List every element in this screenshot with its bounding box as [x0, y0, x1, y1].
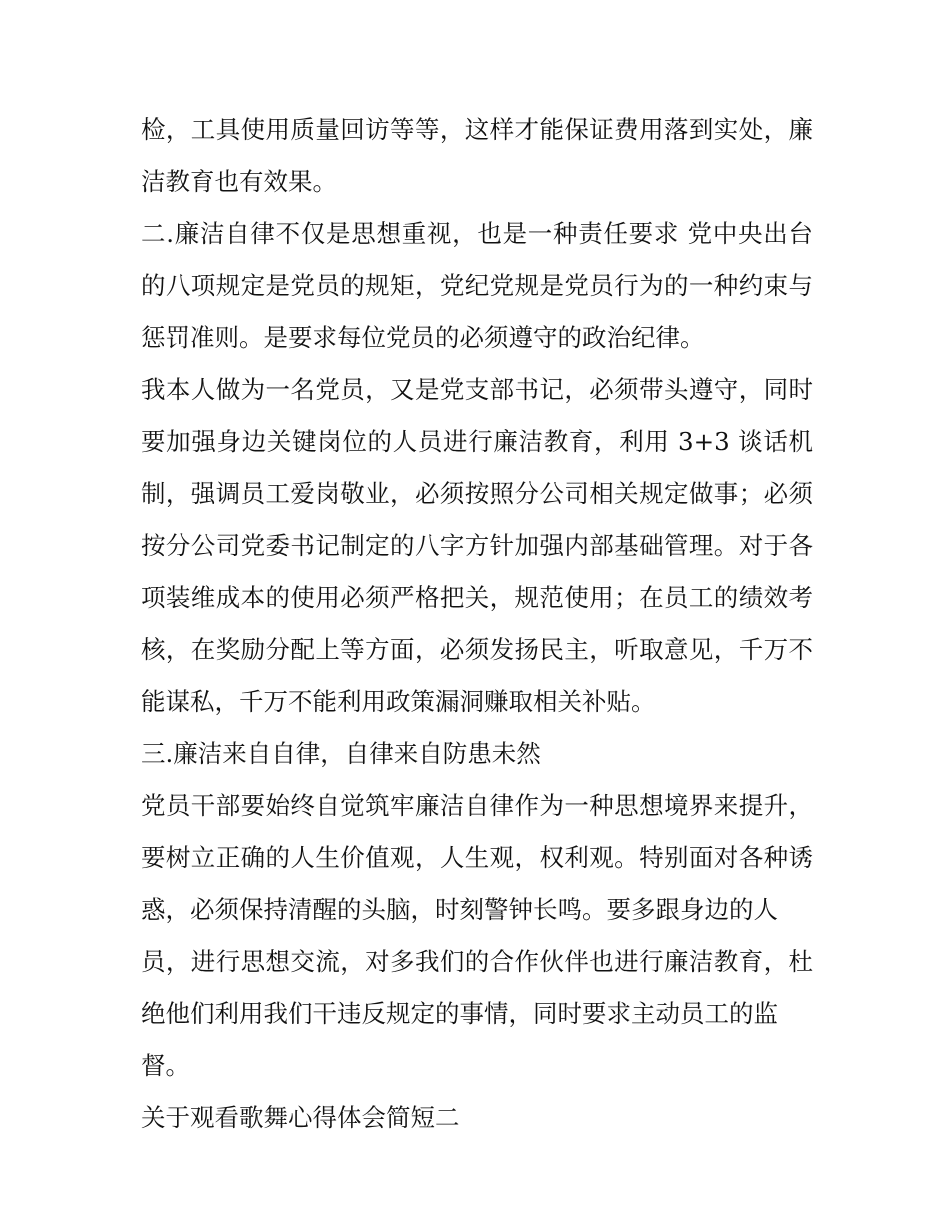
text-line: 制，强调员工爱岗敬业，必须按照分公司相关规定做事；必须 [141, 479, 813, 508]
text-line: 核，在奖励分配上等方面，必须发扬民主，听取意见，千万不 [141, 635, 813, 664]
text-line: 惩罚准则。是要求每位党员的必须遵守的政治纪律。 [141, 323, 705, 352]
text-line: 要加强身边关键岗位的人员进行廉洁教育，利用 3+3 谈话机 [141, 427, 813, 456]
text-line: 按分公司党委书记制定的八字方针加强内部基础管理。对于各 [141, 531, 813, 560]
next-article-title: 关于观看歌舞心得体会简短二 [141, 1103, 460, 1132]
text-line: 绝他们利用我们干违反规定的事情，同时要求主动员工的监 [141, 999, 778, 1028]
text-line: 党员干部要始终自觉筑牢廉洁自律作为一种思想境界来提升， [141, 791, 813, 820]
text-line: 检，工具使用质量回访等等，这样才能保证费用落到实处，廉 [141, 115, 813, 144]
text-line: 的八项规定是党员的规矩，党纪党规是党员行为的一种约束与 [141, 271, 813, 300]
text-line: 洁教育也有效果。 [141, 167, 337, 196]
text-line: 要树立正确的人生价值观，人生观，权利观。特别面对各种诱 [141, 843, 813, 872]
text-line: 惑，必须保持清醒的头脑，时刻警钟长鸣。要多跟身边的人 [141, 895, 778, 924]
text-line: 能谋私，千万不能利用政策漏洞赚取相关补贴。 [141, 687, 656, 716]
text-line: 项装维成本的使用必须严格把关，规范使用；在员工的绩效考 [141, 583, 813, 612]
text-line: 我本人做为一名党员，又是党支部书记，必须带头遵守，同时 [141, 375, 813, 404]
text-line: 督。 [141, 1051, 190, 1080]
body-text [141, 112, 813, 1152]
text-line: 员，进行思想交流，对多我们的合作伙伴也进行廉洁教育，杜 [141, 947, 813, 976]
section-heading-3: 三.廉洁来自自律，自律来自防患未然 [141, 739, 541, 768]
section-heading-2: 二.廉洁自律不仅是思想重视，也是一种责任要求 党中央出台 [141, 219, 813, 248]
